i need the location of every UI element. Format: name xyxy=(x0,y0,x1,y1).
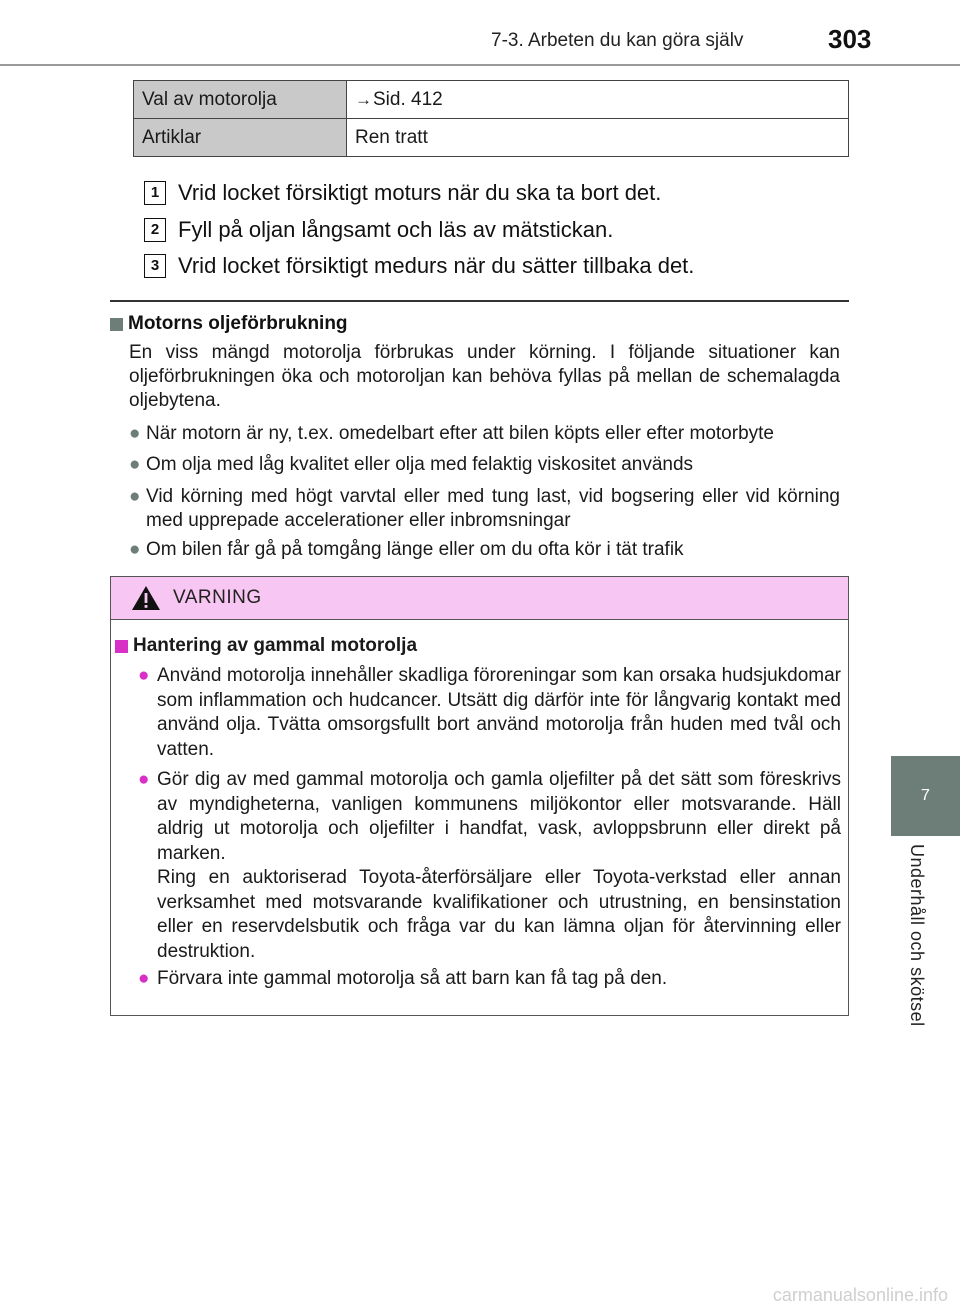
warning-triangle-icon xyxy=(131,585,161,611)
table-value: Ren tratt xyxy=(347,119,849,157)
step-number: 2 xyxy=(144,218,166,242)
header-rule xyxy=(0,64,960,66)
table-value-cell xyxy=(347,81,849,119)
warning-title: VARNING xyxy=(173,587,262,608)
circle-bullet-icon: ● xyxy=(129,423,141,444)
warning-box xyxy=(110,576,849,1016)
square-bullet-icon xyxy=(110,318,123,331)
step-item xyxy=(144,253,694,279)
section-heading-text: Motorns oljeförbrukning xyxy=(128,313,348,334)
arrow-right-icon: → xyxy=(355,89,372,109)
circle-bullet-icon: ● xyxy=(138,769,150,790)
list-item xyxy=(138,664,841,762)
list-item-text: Om bilen får gå på tomgång länge eller om du ofta kör i tät trafik xyxy=(146,539,684,560)
warning-header xyxy=(111,577,848,620)
warning-heading xyxy=(115,635,417,657)
list-item xyxy=(138,768,841,964)
step-number: 3 xyxy=(144,254,166,278)
list-item-text: Vid körning med högt varvtal eller med tung last, vid bogsering eller vid körning med upprepade accelerationer eller inbromsningar xyxy=(146,486,840,531)
watermark: carmanualsonline.info xyxy=(772,1285,948,1305)
circle-bullet-icon: ● xyxy=(129,454,141,475)
list-item xyxy=(129,485,840,533)
circle-bullet-icon: ● xyxy=(129,539,141,560)
step-number: 1 xyxy=(144,181,166,205)
circle-bullet-icon: ● xyxy=(129,486,141,507)
section-paragraph: En viss mängd motorolja förbrukas under körning. I följande situationer kan oljeförbrukningen öka och motoroljan kan behöva fyllas på mellan de schemalagda oljebytena. xyxy=(129,342,840,411)
circle-bullet-icon: ● xyxy=(138,665,150,686)
circle-bullet-icon: ● xyxy=(138,968,150,989)
table-key: Artiklar xyxy=(134,119,347,157)
info-table xyxy=(133,80,849,157)
chapter-tab xyxy=(891,756,960,836)
page-number: 303 xyxy=(828,24,872,54)
table-value: Sid. 412 xyxy=(373,88,443,110)
warning-heading-text: Hantering av gammal motorolja xyxy=(133,635,418,656)
list-item-extra-text: Ring en auktoriserad Toyota-återförsäljare eller Toyota-verkstad eller annan verksamhet med motsvarande kvalifikationer och utrustning, en bensinstation eller en reservdelsbutik och fråga var du kan lämna oljan för återvinning eller destruktion. xyxy=(157,867,841,962)
header-section-title: 7-3. Arbeten du kan göra själv xyxy=(491,30,744,51)
square-bullet-icon xyxy=(115,640,128,653)
list-item-text: Förvara inte gammal motorolja så att barn kan få tag på den. xyxy=(157,968,668,989)
chapter-label: Underhåll och skötsel xyxy=(907,844,927,1027)
step-text: Vrid locket försiktigt moturs när du ska ta bort det. xyxy=(178,180,662,205)
list-item-text: Använd motorolja innehåller skadliga föroreningar som kan orsaka hudsjukdomar som inflammation och hudcancer. Utsätt dig därför inte för långvarig kontakt med använd olja. Tvätta omsorgsfullt bort använd motorolja från huden med tvål och vatten. xyxy=(157,665,841,760)
chapter-number: 7 xyxy=(921,787,930,804)
section-heading xyxy=(110,313,348,335)
table-row xyxy=(134,119,849,157)
table-key: Val av motorolja xyxy=(134,81,347,119)
table-row xyxy=(134,81,849,119)
list-item xyxy=(129,538,840,562)
list-item-text: Om olja med låg kvalitet eller olja med felaktig viskositet används xyxy=(146,454,694,475)
step-text: Vrid locket försiktigt medurs när du sätter tillbaka det. xyxy=(178,253,695,278)
step-text: Fyll på oljan långsamt och läs av mätstickan. xyxy=(178,217,614,242)
list-item xyxy=(129,453,840,477)
list-item xyxy=(129,422,840,446)
step-item xyxy=(144,180,661,206)
list-item-text: Gör dig av med gammal motorolja och gamla oljefilter på det sätt som föreskrivs av myndigheterna, vanligen kommunens miljökontor eller motsvarande. Häll aldrig ut motorolja och oljefilter i handfat, vask, avloppsbrunn eller direkt på marken. xyxy=(157,769,841,864)
list-item-text: När motorn är ny, t.ex. omedelbart efter att bilen köpts eller efter motorbyte xyxy=(146,423,774,444)
section-divider xyxy=(110,300,849,302)
step-item xyxy=(144,217,613,243)
list-item xyxy=(138,967,841,992)
